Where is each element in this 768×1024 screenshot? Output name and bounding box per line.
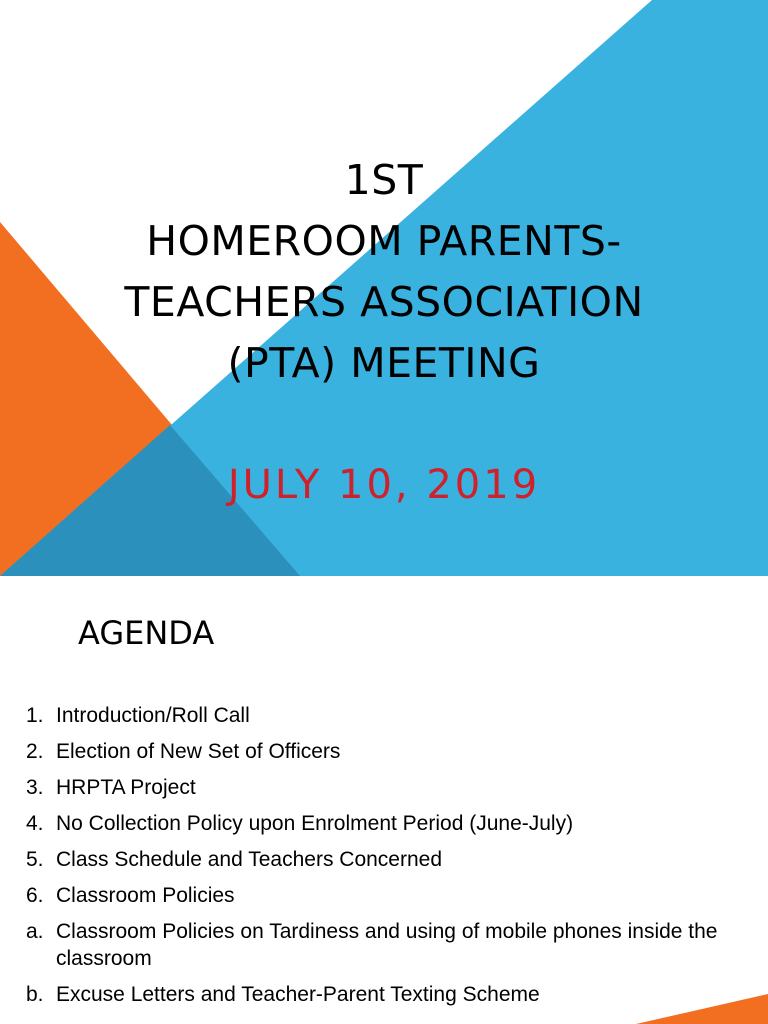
agenda-item-number: 3.: [26, 776, 44, 799]
agenda-item-text: Class Schedule and Teachers Concerned: [56, 848, 443, 871]
agenda-item-text: Introduction/Roll Call: [56, 704, 250, 727]
agenda-item-text: Classroom Policies: [56, 884, 235, 907]
agenda-list: [26, 702, 756, 1017]
agenda-slide: [0, 576, 768, 1024]
agenda-item-number: 4.: [26, 812, 44, 835]
agenda-item-letter: a.: [26, 920, 44, 943]
agenda-item-text: No Collection Policy upon Enrolment Period (June-July): [56, 812, 574, 835]
title-line-3: TEACHERS ASSOCIATION: [124, 278, 644, 326]
agenda-item: [26, 702, 756, 729]
agenda-item-text: Election of New Set of Officers: [56, 740, 341, 763]
agenda-item: [26, 738, 756, 765]
agenda-item: [26, 882, 756, 909]
agenda-item-number: 1.: [26, 704, 44, 727]
slide-title: [0, 150, 768, 394]
title-line-4: (PTA) MEETING: [227, 339, 541, 387]
agenda-item: [26, 810, 756, 837]
agenda-item-letter: b.: [26, 983, 44, 1006]
agenda-item: [26, 774, 756, 801]
agenda-item-number: 5.: [26, 848, 44, 871]
agenda-item-text: Excuse Letters and Teacher-Parent Texting Scheme: [56, 983, 540, 1006]
agenda-item-number: 2.: [26, 740, 44, 763]
agenda-item-number: 6.: [26, 884, 44, 907]
title-line-2: HOMEROOM PARENTS-: [146, 217, 622, 265]
title-line-1: 1ST: [344, 156, 424, 204]
agenda-item: [26, 981, 756, 1008]
agenda-item-text: HRPTA Project: [56, 776, 196, 799]
agenda-heading: AGENDA: [78, 614, 215, 652]
meeting-date: JULY 10, 2019: [227, 462, 541, 508]
agenda-item-text: Classroom Policies on Tardiness and using of mobile phones inside the classroom: [56, 920, 718, 970]
agenda-item: [26, 918, 756, 972]
agenda-item: [26, 846, 756, 873]
